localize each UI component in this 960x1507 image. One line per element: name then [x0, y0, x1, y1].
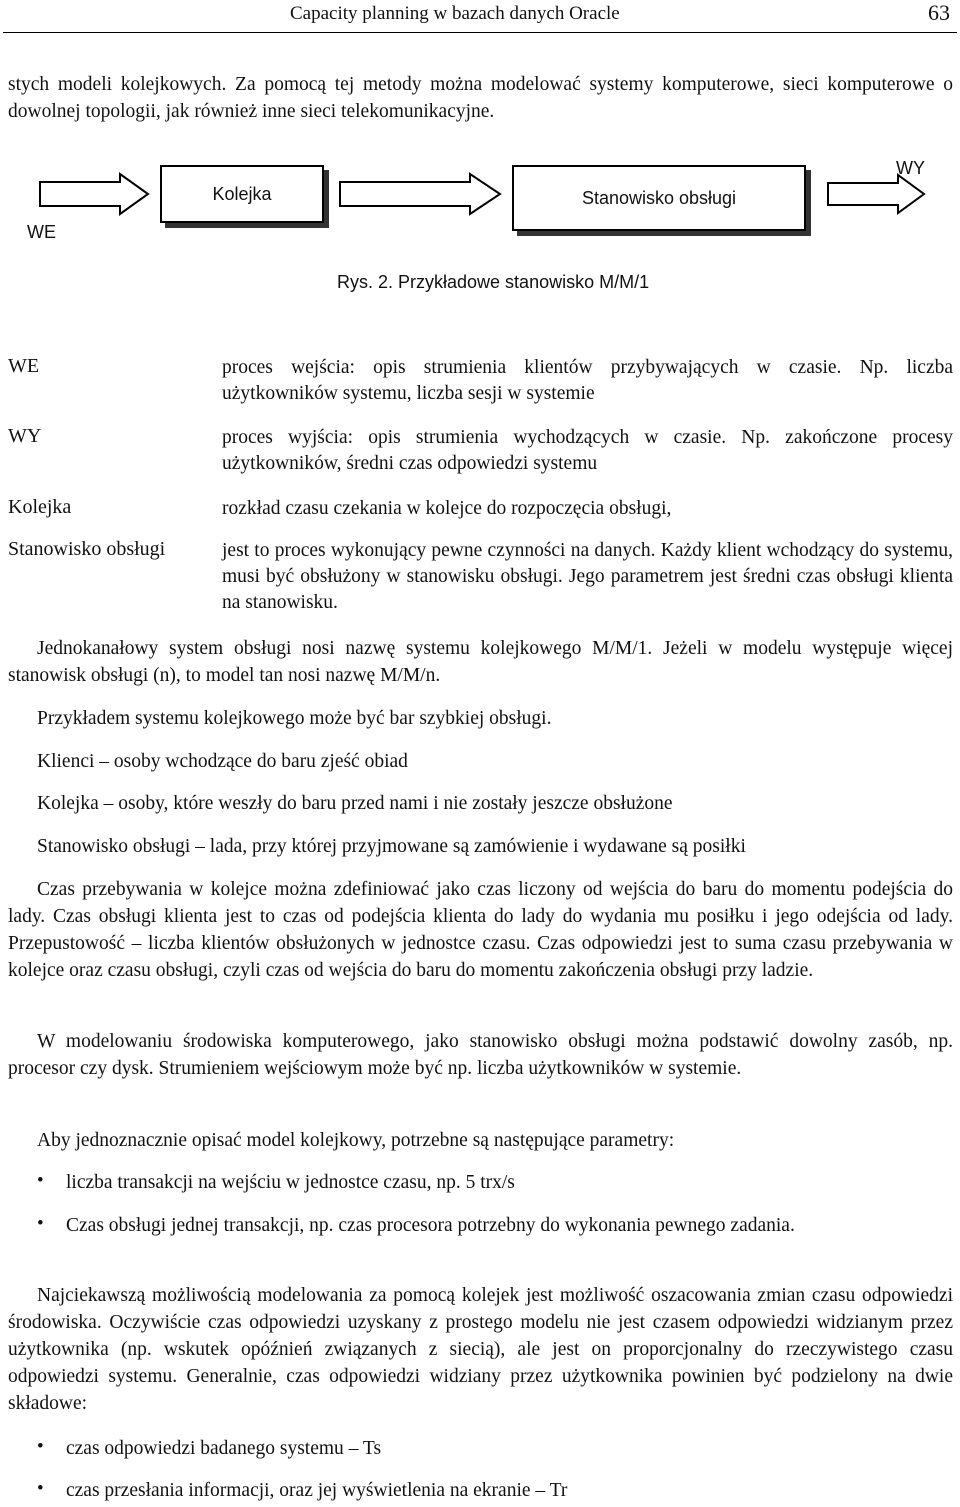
running-header-title: Capacity planning w bazach danych Oracle: [290, 3, 620, 24]
def-term-kolejka: Kolejka: [8, 496, 72, 518]
bullet-marker: •: [37, 1213, 44, 1234]
bullet-item-component: czas przesłania informacji, oraz jej wyświetlenia na ekranie – Tr: [66, 1480, 568, 1501]
intro-paragraph: stych modeli kolejkowych. Za pomocą tej metody można modelować systemy komputerowe, sieci komputerowe o dowolnej topologii, jak również inne sieci telekomunikacyjne.: [8, 74, 953, 122]
output-arrow: [828, 175, 924, 213]
bullet-item-component: czas odpowiedzi badanego systemu – Ts: [66, 1438, 382, 1459]
figure-arrows: [0, 150, 960, 270]
def-text-we: proces wejścia: opis strumienia klientów przybywających w czasie. Np. liczba użytkowników systemu, liczba sesji w systemie: [222, 357, 953, 404]
output-label: WY: [896, 158, 925, 178]
def-term-stanowisko: Stanowisko obsługi: [8, 538, 166, 560]
bullet-marker: •: [37, 1478, 44, 1499]
paragraph-kolejka: Kolejka – osoby, które weszły do baru przed nami i nie zostały jeszcze obsłużone: [37, 793, 673, 814]
figure-caption: Rys. 2. Przykładowe stanowisko M/M/1: [337, 272, 650, 292]
bullet-item-param: liczba transakcji na wejściu w jednostce czasu, np. 5 trx/s: [66, 1172, 515, 1193]
paragraph-oszacowanie: Najciekawszą możliwością modelowania za pomocą kolejek jest możliwość oszacowania zmian czasu odpowiedzi środowiska. Oczywiście czas odpowiedzi uzyskany z prostego modelu nie jest czasem odpowiedzi widzianym przez użytkownika (np. wskutek opóźnień związanych z siecią), ale jest on proporcjonalny do rzeczywistego czasu odpowiedzi systemu. Generalnie, czas odpowiedzi widziany przez użytkownika powinien być podzielony na dwie składowe:: [8, 1285, 953, 1414]
paragraph-czas-przebywania: Czas przebywania w kolejce można zdefiniować jako czas liczony od wejścia do baru do momentu podejścia do lady. Czas obsługi klienta jest to czas od podejścia klienta do lady do wydania mu posiłku i jego odejścia od lady. Przepustowość – liczba klientów obsłużonych w jednostce czasu. Czas odpowiedzi jest to suma czasu przebywania w kolejce oraz czasu obsługi, czyli czas od wejścia do baru do momentu zakończenia obsługi przy ladzie.: [8, 879, 953, 981]
def-term-wy: WY: [8, 425, 42, 447]
queue-box: [160, 165, 324, 223]
def-text-kolejka: rozkład czasu czekania w kolejce do rozpoczęcia obsługi,: [222, 498, 672, 519]
bullet-marker: •: [37, 1170, 44, 1191]
paragraph-stanowisko: Stanowisko obsługi – lada, przy której przyjmowane są zamówienie i wydawane są posiłki: [37, 836, 746, 857]
paragraph-modelowanie: W modelowaniu środowiska komputerowego, jako stanowisko obsługi można podstawić dowolny zasób, np. procesor czy dysk. Strumieniem wejściowym może być np. liczba użytkowników w systemie.: [8, 1031, 953, 1079]
paragraph-parametry: Aby jednoznacznie opisać model kolejkowy, potrzebne są następujące parametry:: [37, 1130, 675, 1151]
server-box: [512, 165, 806, 231]
paragraph-bar-example: Przykładem systemu kolejkowego może być bar szybkiej obsługi.: [37, 708, 552, 729]
paragraph-klienci: Klienci – osoby wchodzące do baru zjeść obiad: [37, 751, 408, 772]
header-rule: [3, 32, 957, 33]
def-text-wy: proces wyjścia: opis strumienia wychodzących w czasie. Np. zakończone procesy użytkowników, średni czas odpowiedzi systemu: [222, 427, 953, 474]
server-box-label: Stanowisko obsługi: [581, 187, 737, 208]
def-term-we: WE: [8, 355, 40, 377]
paragraph-mm1: Jednokanałowy system obsługi nosi nazwę systemu kolejkowego M/M/1. Jeżeli w modelu występuje więcej stanowisk obsługi (n), to model tan nosi nazwę M/M/n.: [8, 638, 953, 686]
input-arrow: [40, 174, 148, 214]
queue-to-server-arrow: [340, 174, 500, 214]
page-number: 63: [928, 0, 950, 25]
def-text-stanowisko: jest to proces wykonujący pewne czynności na danych. Każdy klient wchodzący do systemu, musi być obsłużony w stanowisku obsługi. Jego parametrem jest średni czas obsługi klienta na stanowisku.: [222, 540, 953, 613]
bullet-item-param: Czas obsługi jednej transakcji, np. czas procesora potrzebny do wykonania pewnego zadania.: [66, 1215, 795, 1236]
bullet-marker: •: [37, 1436, 44, 1457]
input-label: WE: [27, 222, 56, 242]
figure-queue-model: [0, 150, 960, 310]
queue-box-label: Kolejka: [212, 183, 272, 204]
